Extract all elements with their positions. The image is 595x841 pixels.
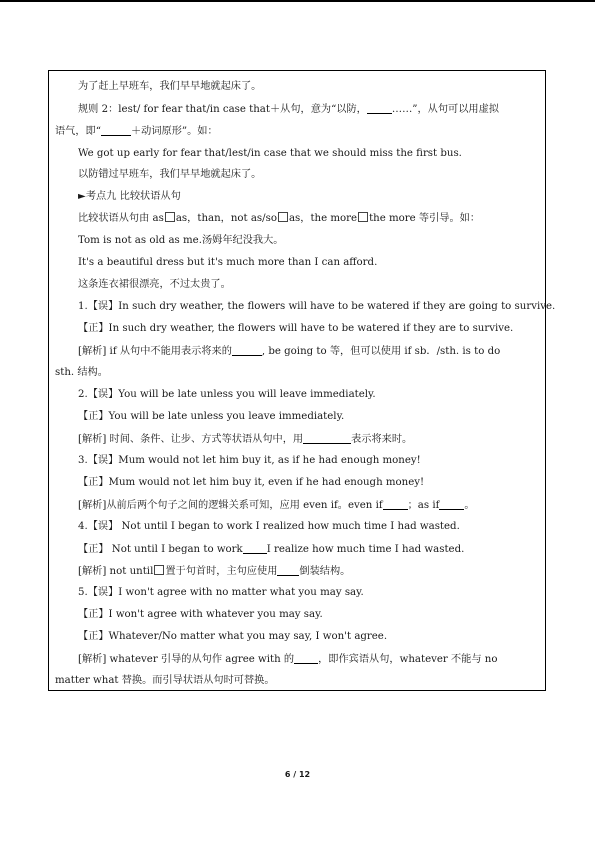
fill-blank <box>277 564 299 576</box>
correct-item: 【正】Whatever/No matter what you may say, I won't agree. <box>78 631 388 642</box>
error-item: 2.【误】You will be late unless you will leave immediately. <box>78 389 376 400</box>
fill-blank <box>367 102 392 114</box>
analysis-line: [解析] not until 置于句首时，主句应使用 倒装结构。 <box>78 566 351 577</box>
correct-item: 【正】 Not until I began to work I realize how much time I had wasted. <box>78 544 465 555</box>
text-line: 这条连衣裙很漂亮，不过太贵了。 <box>78 279 231 290</box>
text-line: matter what 替换。而引导状语从句时可替换。 <box>55 675 275 686</box>
page-number: 6 / 12 <box>284 770 311 779</box>
example-sentence: Tom is not as old as me.汤姆年纪没我大。 <box>78 235 284 246</box>
placeholder-box-icon <box>278 212 288 222</box>
top-rule <box>0 0 595 2</box>
fill-blank <box>232 344 262 356</box>
text-line: sth. 结构。 <box>55 367 108 378</box>
example-sentence: It's a beautiful dress but it's much more than I can afford. <box>78 257 378 268</box>
correct-item: 【正】You will be late unless you leave immediately. <box>78 411 345 422</box>
text-line: 为了赶上早班车，我们早早地就起床了。 <box>78 81 262 92</box>
placeholder-box-icon <box>165 212 175 222</box>
correct-item: 【正】I won't agree with whatever you may say. <box>78 609 323 620</box>
analysis-line: [解析] 时间、条件、让步、方式等状语从句中，用 表示将来时。 <box>78 434 413 445</box>
analysis-line: [解析]从前后两个句子之间的逻辑关系可知，应用 even if。even if ；as if 。 <box>78 500 475 511</box>
fill-blank <box>243 542 267 554</box>
fill-blank <box>294 652 318 664</box>
error-item: 4.【误】 Not until I began to work I realized how much time I had wasted. <box>78 521 460 532</box>
rule-2-line: 规则 2：lest/ for fear that/in case that＋从句，意为“以防， ……”，从句可以用虚拟 <box>78 104 499 115</box>
text-line: 以防错过早班车，我们早早地就起床了。 <box>78 169 262 180</box>
text-line: 比较状语从句由 as as，than，not as/so as，the more the more 等引导。如： <box>78 213 481 224</box>
analysis-line: [解析] if 从句中不能用表示将来的 , be going to 等，但可以使用 if sb．/sth. is to do <box>78 346 501 357</box>
error-item: 5.【误】I won't agree with no matter what you may say. <box>78 587 364 598</box>
correct-item: 【正】In such dry weather, the flowers will have to be watered if they are to survive. <box>78 323 514 334</box>
placeholder-box-icon <box>154 565 164 575</box>
fill-blank <box>101 124 131 136</box>
fill-blank <box>439 498 464 510</box>
correct-item: 【正】Mum would not let him buy it, even if he had enough money! <box>78 477 425 488</box>
error-item: 3.【误】Mum would not let him buy it, as if he had enough money! <box>78 455 421 466</box>
text-line: 语气，即“ ＋动词原形”。如： <box>55 126 218 137</box>
error-item: 1.【误】In such dry weather, the flowers will have to be watered if they are going to survive. <box>78 301 556 312</box>
placeholder-box-icon <box>358 212 368 222</box>
analysis-line: [解析] whatever 引导的从句作 agree with 的 ，即作宾语从句，whatever 不能与 no <box>78 654 498 665</box>
fill-blank <box>303 432 351 444</box>
fill-blank <box>383 498 408 510</box>
example-sentence: We got up early for fear that/lest/in case that we should miss the first bus. <box>78 148 462 159</box>
section-heading: ►考点九 比较状语从句 <box>78 191 181 202</box>
